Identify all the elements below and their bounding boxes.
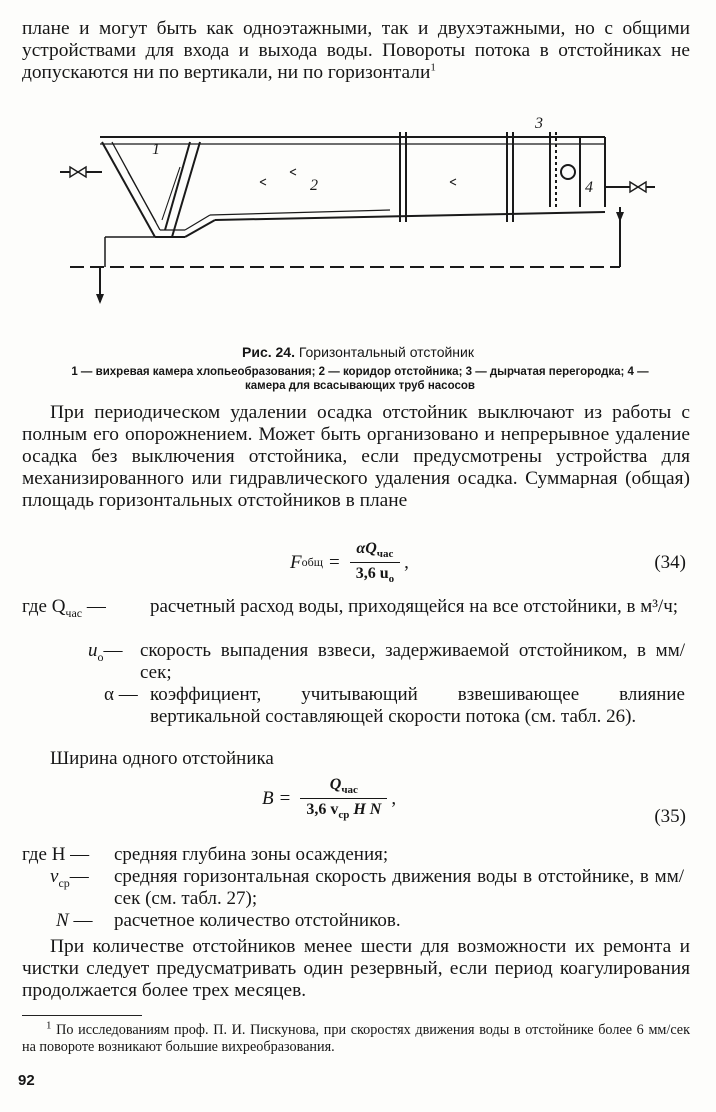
eq35-comma: , [391, 787, 397, 809]
figure-label-4: 4 [585, 179, 593, 196]
eq35-denominator-tail: H N [349, 801, 382, 819]
equation-35: B = $\frac{Q_{час}}{3,6 v_{ср} H N}$ , [262, 776, 397, 822]
def-text-u: скорость выпадения взвеси, задерживаемой отстойником, в мм/сек; [140, 640, 685, 683]
def-term-n: N — [56, 910, 93, 931]
definitions-35 [0, 844, 716, 934]
figure-label-1: 1 [152, 141, 160, 158]
eq34-numerator: αQ [356, 540, 377, 557]
eq35-numerator-sub: час [341, 784, 358, 797]
def-term-alpha: α — [104, 684, 138, 705]
eq35-denominator-sub: ср [338, 809, 350, 822]
eq34-comma: , [404, 551, 409, 573]
eq34-lhs: F [290, 551, 302, 573]
def-term-v: $v_{ср}—$ [50, 866, 89, 890]
eq35-numerator: Q [329, 776, 342, 793]
equation-34-number: (34) [654, 552, 686, 573]
eq34-fraction [350, 540, 400, 585]
eq35-lhs: B [262, 787, 274, 809]
def-text-alpha: коэффициент, учитывающий взвешивающее влияние вертикальной составляющей скорости потока (см. табл. 26). [150, 684, 685, 727]
figure-label-2: 2 [310, 177, 318, 194]
top-paragraph-text: плане и могут быть как одноэтажными, так и двухэтажными, но с общими устройствами для входа и выхода воды. Повороты потока в отстойниках не допускаются ни по вертикали, ни по горизонтали [22, 18, 690, 83]
footnote-text: По исследованиям проф. П. И. Пискунова, при скоростях движения воды в отстойнике более 6 мм/сек на повороте возникают большие вихреобразования. [22, 1022, 690, 1055]
paragraph-reserve-text: При количестве отстойников менее шести для возможности их ремонта и чистки следует предусматривать один резервный, если период коагулирования продолжается более трех месяцев. [22, 936, 690, 1001]
figure-legend: 1 — вихревая камера хлопьеобразования; 2 — коридор отстойника; 3 — дырчатая перегородка; 4 — камера для всасывающих труб насосов [71, 366, 649, 392]
eq34-lhs-sub: общ [301, 555, 323, 570]
equation-34: F общ = $\frac{\alpha Q_{час}}{3,6 u_о}$ , [290, 540, 409, 586]
footnote-ref: 1 [430, 61, 436, 74]
eq35-denominator: 3,6 v [306, 801, 339, 819]
eq34-denominator: 3,6 u [355, 565, 389, 583]
width-label: Ширина одного отстойника [50, 748, 274, 769]
top-paragraph [22, 18, 690, 84]
def-text-n: расчетное количество отстойников. [114, 910, 401, 931]
def-text-v: средняя горизонтальная скорость движения воды в отстойнике, в мм/сек (см. табл. 27); [114, 866, 684, 909]
definitions-34 [0, 596, 716, 746]
equation-35-number: (35) [654, 806, 686, 827]
def-term-q: где $Q_{час}$ — [22, 596, 106, 620]
paragraph-reserve [22, 936, 690, 1002]
def-term-u: $u_о—$ [88, 640, 123, 664]
eq35-fraction [300, 776, 387, 821]
paragraph-sediment-text: При периодическом удалении осадка отстойник выключают из работы с полным его опорожнением. Может быть организовано и непрерывное удаление осадка без выключения отстойника, если предусмотрены устройства для механизированного или гидравлического удаления осадка. Суммарная (общая) площадь горизонтальных отстойников в плане [22, 402, 690, 511]
figure-title: Горизонтальный отстойник [298, 344, 474, 360]
page-number: 92 [18, 1072, 35, 1089]
footnote-mark: 1 [46, 1019, 52, 1032]
def-text-h: средняя глубина зоны осаждения; [114, 844, 389, 865]
footnote [22, 1019, 690, 1056]
figure-caption [0, 344, 716, 360]
figure-number: Рис. 24. [242, 344, 295, 360]
eq34-denominator-sub: о [388, 573, 395, 586]
figure-label-3: 3 [535, 115, 543, 132]
settling-tank-diagram [60, 112, 660, 332]
paragraph-sediment [22, 402, 690, 512]
def-text-q: расчетный расход воды, приходящейся на все отстойники, в м³/ч; [150, 596, 679, 617]
footnote-rule [22, 1015, 142, 1016]
def-term-h: где H — [22, 844, 90, 865]
eq34-numerator-sub: час [376, 548, 394, 561]
